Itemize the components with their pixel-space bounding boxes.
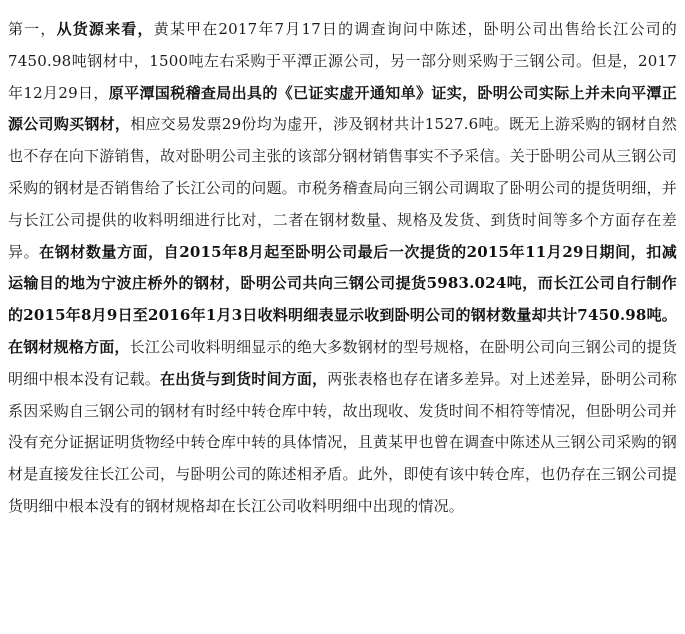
text-segment: 相应交易发票29份均为虚开，涉及钢材共计1527.6吨。既无上游采购的钢材自然也不存在向下游销售，故对卧明公司主张的该部分钢材销售事实不予采信。关于卧明公司从三钢公司采购的钢材是否销售给了长江公司的问题。市税务稽查局向三钢公司调取了卧明公司的提货明细，并与长江公司提供的收料明细进行比对，二者在钢材数量、规格及发货、到货时间等多个方面存在差异。 bbox=[8, 115, 677, 261]
text-segment-bold: 从货源来看， bbox=[56, 20, 154, 38]
text-segment-bold: 在钢材数量方面，自2015年8月起至卧明公司最后一次提货的2015年11月29日期间，扣减运输目的地为宁波庄桥外的钢材，卧明公司共向三钢公司提货5983.024吨，而长江公司自行制作的2015年8月9日至2016年1月3日收料明细表显示收到卧明公司的钢材数量却共计7450.98吨。在钢材规格方面， bbox=[8, 242, 677, 356]
text-segment: 两张表格也存在诸多差异。对上述差异，卧明公司称系因采购自三钢公司的钢材有时经中转仓库中转，故出现收、发货时间不相符等情况，但卧明公司并没有充分证据证明货物经中转仓库中转的具体情况，且黄某甲也曾在调查中陈述从三钢公司采购的钢材是直接发往长江公司，与卧明公司的陈述相矛盾。此外，即使有该中转仓库，也仍存在三钢公司提货明细中根本没有的钢材规格却在长江公司收料明细中出现的情况。 bbox=[8, 369, 677, 515]
text-segment: 第一， bbox=[8, 20, 57, 38]
text-segment-bold: 在出货与到货时间方面， bbox=[160, 369, 328, 388]
document-paragraph bbox=[8, 14, 677, 523]
text-segment-bold: 原平潭国税稽查局出具的《已证实虚开通知单》证实，卧明公司实际上并未向平潭正源公司购买钢材， bbox=[8, 83, 677, 134]
text-segment: 长江公司收料明细显示的绝大多数钢材的型号规格，在卧明公司向三钢公司的提货明细中根本没有记载。 bbox=[8, 337, 677, 388]
text-segment: 黄某甲在2017年7月17日的调查询问中陈述，卧明公司出售给长江公司的7450.98吨钢材中，1500吨左右采购于平潭正源公司，另一部分则采购于三钢公司。但是，2017年12月29日， bbox=[8, 20, 677, 102]
